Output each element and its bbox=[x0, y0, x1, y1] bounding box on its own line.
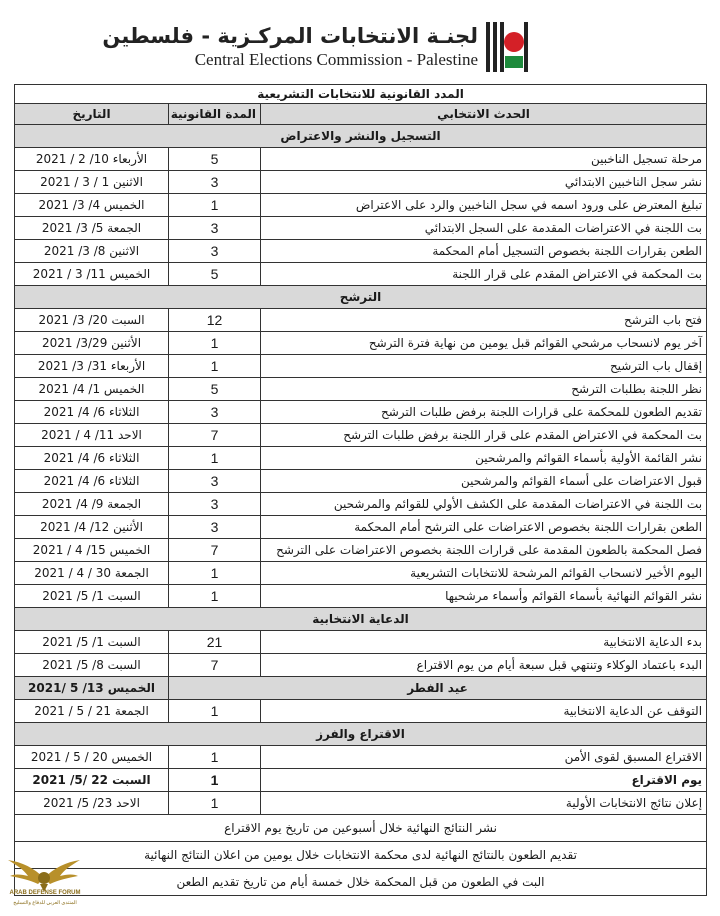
duration-cell: 1 bbox=[169, 355, 261, 378]
table-row bbox=[15, 562, 707, 585]
duration-cell: 7 bbox=[169, 539, 261, 562]
duration-cell: 1 bbox=[169, 562, 261, 585]
table-row bbox=[15, 148, 707, 171]
section-header bbox=[15, 286, 707, 309]
date-cell: الأثنين 12/ 4/ 2021 bbox=[15, 516, 169, 539]
date-cell: السبت 8/ 5/ 2021 bbox=[15, 654, 169, 677]
date-cell: الخميس 1/ 4/ 2021 bbox=[15, 378, 169, 401]
duration-cell: 5 bbox=[169, 148, 261, 171]
holiday-name-cell: عيد الفطر bbox=[169, 677, 707, 700]
date-cell: الخميس 11/ 3 / 2021 bbox=[15, 263, 169, 286]
event-cell: التوقف عن الدعاية الانتخابية bbox=[261, 700, 707, 723]
section-header bbox=[15, 608, 707, 631]
duration-cell: 1 bbox=[169, 769, 261, 792]
table-row bbox=[15, 263, 707, 286]
table-row bbox=[15, 194, 707, 217]
duration-cell: 1 bbox=[169, 792, 261, 815]
event-cell: الطعن بقرارات اللجنة بخصوص الاعتراضات على الترشح أمام المحكمة bbox=[261, 516, 707, 539]
watermark-text-arabic: المنتدى العربي للدفاع والتسليح bbox=[13, 900, 77, 906]
event-cell: نشر سجل الناخبين الابتدائي bbox=[261, 171, 707, 194]
duration-cell: 1 bbox=[169, 585, 261, 608]
event-cell: إعلان نتائج الانتخابات الأولية bbox=[261, 792, 707, 815]
date-cell: الجمعة 5/ 3/ 2021 bbox=[15, 217, 169, 240]
date-cell: الخميس 4/ 3/ 2021 bbox=[15, 194, 169, 217]
duration-cell: 1 bbox=[169, 746, 261, 769]
table-row bbox=[15, 700, 707, 723]
event-cell: فتح باب الترشح bbox=[261, 309, 707, 332]
duration-cell: 1 bbox=[169, 332, 261, 355]
date-cell: الجمعة 9/ 4/ 2021 bbox=[15, 493, 169, 516]
date-cell: السبت 20/ 3/ 2021 bbox=[15, 309, 169, 332]
table-title: المدد القانونية للانتخابات التشريعية bbox=[15, 85, 707, 104]
event-cell: بت المحكمة في الاعتراض المقدم على قرار اللجنة bbox=[261, 263, 707, 286]
table-row bbox=[15, 516, 707, 539]
note-text: نشر النتائج النهائية خلال أسبوعين من تاريخ يوم الاقتراع bbox=[15, 815, 707, 842]
event-cell: نشر القوائم النهائية بأسماء القوائم وأسماء مرشحيها bbox=[261, 585, 707, 608]
table-row bbox=[15, 171, 707, 194]
date-cell: الاثنين 8/ 3/ 2021 bbox=[15, 240, 169, 263]
table-row bbox=[15, 654, 707, 677]
event-cell: يوم الاقتراع bbox=[261, 769, 707, 792]
holiday-row bbox=[15, 677, 707, 700]
table-row bbox=[15, 217, 707, 240]
event-cell: تقديم الطعون للمحكمة على قرارات اللجنة برفض طلبات الترشح bbox=[261, 401, 707, 424]
duration-cell: 21 bbox=[169, 631, 261, 654]
date-cell: الأربعاء 10/ 2 / 2021 bbox=[15, 148, 169, 171]
event-cell: البدء باعتماد الوكلاء وتنتهي قبل سبعة أيام من يوم الاقتراع bbox=[261, 654, 707, 677]
duration-cell: 12 bbox=[169, 309, 261, 332]
duration-cell: 3 bbox=[169, 240, 261, 263]
section-title: الترشح bbox=[15, 286, 707, 309]
table-row bbox=[15, 355, 707, 378]
table-row bbox=[15, 378, 707, 401]
duration-cell: 5 bbox=[169, 263, 261, 286]
date-cell: الأثنين 3/29/ 2021 bbox=[15, 332, 169, 355]
event-cell: بت اللجنة في الاعتراضات المقدمة على السجل الابتدائي bbox=[261, 217, 707, 240]
duration-cell: 1 bbox=[169, 194, 261, 217]
duration-cell: 7 bbox=[169, 654, 261, 677]
table-row bbox=[15, 470, 707, 493]
forum-watermark bbox=[4, 848, 84, 914]
column-header-event: الحدث الانتخابي bbox=[261, 104, 707, 125]
event-cell: نشر القائمة الأولية بأسماء القوائم والمرشحين bbox=[261, 447, 707, 470]
date-cell: السبت 1/ 5/ 2021 bbox=[15, 631, 169, 654]
date-cell: الخميس 20 / 5 / 2021 bbox=[15, 746, 169, 769]
duration-cell: 3 bbox=[169, 401, 261, 424]
event-cell: تبليغ المعترض على ورود اسمه في سجل الناخبين والرد على الاعتراض bbox=[261, 194, 707, 217]
duration-cell: 5 bbox=[169, 378, 261, 401]
date-cell: الاحد 23/ 5/ 2021 bbox=[15, 792, 169, 815]
date-cell: الاحد 11/ 4 / 2021 bbox=[15, 424, 169, 447]
date-cell: السبت 22 /5/ 2021 bbox=[15, 769, 169, 792]
date-cell: الخميس 15/ 4 / 2021 bbox=[15, 539, 169, 562]
note-row bbox=[15, 815, 707, 842]
table-row bbox=[15, 493, 707, 516]
date-cell: الثلاثاء 6/ 4/ 2021 bbox=[15, 470, 169, 493]
event-cell: بت اللجنة في الاعتراضات المقدمة على الكشف الأولي للقوائم والمرشحين bbox=[261, 493, 707, 516]
duration-cell: 1 bbox=[169, 700, 261, 723]
column-header-duration: المدة القانونية bbox=[169, 104, 261, 125]
watermark-text-english: ARAB DEFENSE FORUM bbox=[9, 890, 81, 896]
event-cell: بت المحكمة في الاعتراض المقدم على قرار اللجنة برفض طلبات الترشح bbox=[261, 424, 707, 447]
event-cell: بدء الدعاية الانتخابية bbox=[261, 631, 707, 654]
section-header bbox=[15, 723, 707, 746]
date-cell: الثلاثاء 6/ 4/ 2021 bbox=[15, 401, 169, 424]
duration-cell: 3 bbox=[169, 516, 261, 539]
table-row bbox=[15, 332, 707, 355]
duration-cell: 1 bbox=[169, 447, 261, 470]
event-cell: الطعن بقرارات اللجنة بخصوص التسجيل أمام المحكمة bbox=[261, 240, 707, 263]
table-row bbox=[15, 792, 707, 815]
date-cell: الجمعة 21 / 5 / 2021 bbox=[15, 700, 169, 723]
cec-emblem-icon bbox=[486, 22, 532, 72]
table-row bbox=[15, 424, 707, 447]
org-name-english: Central Elections Commission - Palestine bbox=[194, 50, 478, 69]
section-title: الدعاية الانتخابية bbox=[15, 608, 707, 631]
event-cell: نظر اللجنة بطلبات الترشح bbox=[261, 378, 707, 401]
note-row bbox=[15, 869, 707, 896]
duration-cell: 3 bbox=[169, 171, 261, 194]
section-title: التسجيل والنشر والاعتراض bbox=[15, 125, 707, 148]
header bbox=[0, 0, 720, 82]
date-cell: الاثنين 1 / 3 / 2021 bbox=[15, 171, 169, 194]
duration-cell: 3 bbox=[169, 217, 261, 240]
date-cell: الجمعة 30 / 4 / 2021 bbox=[15, 562, 169, 585]
duration-cell: 3 bbox=[169, 493, 261, 516]
table-row bbox=[15, 401, 707, 424]
column-header-date: التاريخ bbox=[15, 104, 169, 125]
section-title: الاقتراع والفرز bbox=[15, 723, 707, 746]
event-cell: مرحلة تسجيل الناخبين bbox=[261, 148, 707, 171]
event-cell: الاقتراع المسبق لقوى الأمن bbox=[261, 746, 707, 769]
note-row bbox=[15, 842, 707, 869]
date-cell: الأربعاء 31/ 3/ 2021 bbox=[15, 355, 169, 378]
table-row bbox=[15, 240, 707, 263]
note-text: البت في الطعون من قبل المحكمة خلال خمسة أيام من تاريخ تقديم الطعن bbox=[15, 869, 707, 896]
table-row bbox=[15, 309, 707, 332]
duration-cell: 7 bbox=[169, 424, 261, 447]
event-cell: فصل المحكمة بالطعون المقدمة على قرارات اللجنة بخصوص الاعتراضات على الترشح bbox=[261, 539, 707, 562]
org-name-arabic: لجنـة الانتخابات المركـزية - فلسطين bbox=[102, 24, 478, 48]
event-cell: قبول الاعتراضات على أسماء القوائم والمرشحين bbox=[261, 470, 707, 493]
event-cell: اليوم الأخير لانسحاب القوائم المرشحة للانتخابات التشريعية bbox=[261, 562, 707, 585]
section-header bbox=[15, 125, 707, 148]
date-cell: السبت 1/ 5/ 2021 bbox=[15, 585, 169, 608]
note-text: تقديم الطعون بالنتائج النهائية لدى محكمة الانتخابات خلال يومين من اعلان النتائج النهائية bbox=[15, 842, 707, 869]
table-row bbox=[15, 631, 707, 654]
table-row bbox=[15, 585, 707, 608]
table-row bbox=[15, 539, 707, 562]
table-row bbox=[15, 447, 707, 470]
table-row bbox=[15, 769, 707, 792]
date-cell: الثلاثاء 6/ 4/ 2021 bbox=[15, 447, 169, 470]
holiday-date-cell: الخميس 13/ 5 /2021 bbox=[15, 677, 169, 700]
event-cell: آخر يوم لانسحاب مرشحي القوائم قبل يومين من نهاية فترة الترشح bbox=[261, 332, 707, 355]
table-row bbox=[15, 746, 707, 769]
eagle-logo-icon bbox=[4, 848, 84, 892]
event-cell: إقفال باب الترشيح bbox=[261, 355, 707, 378]
legal-deadlines-table bbox=[14, 84, 707, 896]
duration-cell: 3 bbox=[169, 470, 261, 493]
